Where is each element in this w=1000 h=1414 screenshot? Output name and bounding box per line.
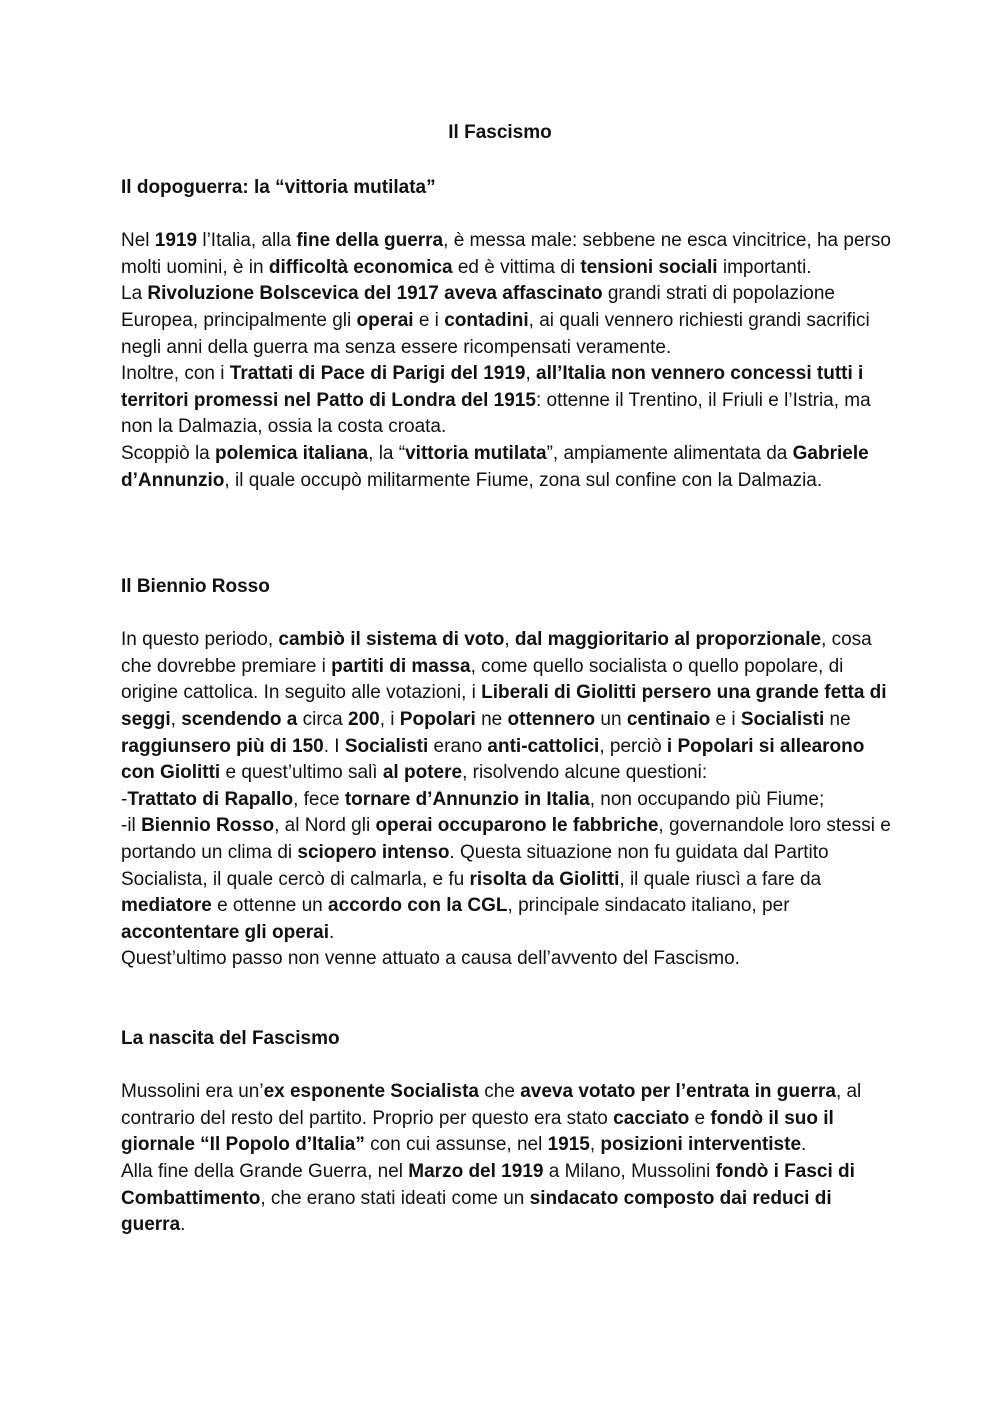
text-run: - (121, 788, 128, 810)
bold-text: Gabriele d’Annunzio (121, 442, 869, 491)
text-run: e (689, 1107, 711, 1129)
text-run: , come quello socialista o quello popolare, di origine cattolica. In seguito alle votazioni, i (121, 655, 844, 704)
bold-text: vittoria mutilata (405, 442, 547, 464)
text-run: un (595, 708, 627, 730)
bold-text: cacciato (613, 1107, 690, 1129)
bold-text: raggiunsero più di 150 (121, 735, 324, 757)
bold-text: Trattato di Rapallo (127, 788, 294, 810)
section-nascita-fascismo (121, 1026, 896, 1239)
text-run: , (589, 1134, 601, 1156)
document-title: Il Fascismo (448, 122, 552, 143)
text-run: e i (710, 708, 741, 730)
bold-text: ottennero (507, 708, 596, 730)
text-run: -il (121, 815, 142, 837)
paragraph (121, 441, 896, 494)
paragraph (121, 813, 896, 946)
text-run: , (525, 363, 537, 385)
bold-text: anti-cattolici (487, 735, 600, 757)
text-run: Scoppiò la (121, 442, 216, 464)
bold-text: Trattati di Pace di Parigi del 1919 (229, 363, 526, 385)
text-run: , che erano stati ideati come un (260, 1187, 530, 1209)
bold-text: all’Italia non vennero concessi tutti i territori promessi nel Patto di Londra del 1915 (121, 363, 864, 411)
section-dopoguerra (121, 175, 896, 494)
text-run: circa (297, 708, 349, 730)
text-run: Mussolini era un’ (121, 1081, 264, 1103)
text-run: In questo periodo, (121, 629, 279, 651)
paragraph (121, 946, 896, 973)
section-heading: Il Biennio Rosso (121, 576, 270, 597)
bold-text: tornare d’Annunzio in Italia (344, 788, 590, 810)
bold-text: 200 (348, 708, 380, 730)
text-run: , al Nord gli (274, 815, 376, 837)
bold-text: scendendo a (181, 708, 298, 730)
bold-text: fine della guerra (296, 230, 444, 252)
text-run: ne (824, 708, 851, 730)
text-run: con cui assunse, nel (364, 1134, 548, 1156)
text-run: . (801, 1134, 807, 1156)
paragraph (121, 228, 896, 281)
text-run: l’Italia, alla (197, 230, 297, 252)
bold-text: ex esponente Socialista (263, 1081, 479, 1103)
text-run: . I (323, 735, 345, 757)
bold-text: partiti di massa (331, 655, 471, 677)
bold-text: Popolari (399, 708, 476, 730)
section-heading: La nascita del Fascismo (121, 1028, 340, 1049)
bold-text: Socialisti (740, 708, 825, 730)
text-run: ”, ampiamente alimentata da (546, 442, 793, 464)
bold-text: Liberali di Giolitti persero una grande fetta di seggi (121, 682, 887, 730)
text-run: : ottenne il Trentino, il Friuli e l’Istria, ma non la Dalmazia, ossia la costa croata. (121, 389, 871, 438)
bold-text: Socialisti (344, 735, 429, 757)
text-run: , principale sindacato italiano, per (507, 895, 790, 917)
bold-text: contadini (444, 309, 529, 331)
text-run: Nel (121, 230, 155, 252)
text-run: , perciò (599, 735, 667, 757)
bold-text: aveva votato per l’entrata in guerra (520, 1081, 836, 1103)
paragraph (121, 1079, 896, 1159)
text-run: , i (379, 708, 400, 730)
paragraph (121, 361, 896, 441)
bold-text: difficoltà economica (268, 256, 453, 278)
text-run: , al contrario del resto del partito. Proprio per questo era stato (121, 1081, 862, 1129)
text-run: , governandole loro stessi e portando un clima di (121, 815, 891, 863)
bold-text: al potere (382, 762, 463, 784)
bold-text: tensioni sociali (580, 256, 718, 278)
text-run: ed è vittima di (452, 256, 581, 278)
bold-text: operai occuparono le fabbriche (375, 815, 659, 837)
text-run: , cosa che dovrebbe premiare i (121, 629, 872, 677)
bold-text: sindacato composto dai reduci di guerra (121, 1187, 832, 1236)
section-heading: Il dopoguerra: la “vittoria mutilata” (121, 177, 436, 198)
bold-text: i Popolari si allearono con Giolitti (121, 735, 865, 784)
bold-text: sciopero intenso (297, 841, 450, 863)
bold-text: accordo con la CGL (328, 895, 508, 917)
text-run: e quest’ultimo salì (220, 762, 383, 784)
text-run: importanti. (717, 256, 812, 278)
text-run: Quest’ultimo passo non venne attuato a causa dell’avvento del Fascismo. (121, 948, 740, 970)
bold-text: operai (356, 309, 414, 331)
bold-text: fondò i Fasci di Combattimento (121, 1160, 855, 1209)
text-run: a Milano, Mussolini (543, 1160, 716, 1182)
bold-text: accontentare gli operai (121, 921, 330, 943)
text-run: e ottenne un (211, 895, 329, 917)
text-run: . (180, 1214, 186, 1236)
bold-text: mediatore (121, 895, 212, 917)
text-run: , la “ (368, 442, 406, 464)
bold-text: polemica italiana (215, 442, 369, 464)
text-run: . (329, 921, 335, 943)
bold-text: Rivoluzione Bolscevica del 1917 aveva affascinato (147, 283, 603, 305)
text-run: , fece (293, 788, 345, 810)
bold-text: cambiò il sistema di voto (278, 629, 505, 651)
bold-text: centinaio (626, 708, 711, 730)
paragraph (121, 281, 896, 361)
text-run: , (504, 629, 515, 651)
bold-text: dal maggioritario al proporzionale (514, 629, 822, 651)
paragraph (121, 787, 896, 814)
bold-text: risolta da Giolitti (469, 868, 620, 890)
text-run: erano (428, 735, 488, 757)
bold-text: Marzo del 1919 (408, 1160, 544, 1182)
text-run: , il quale occupò militarmente Fiume, zona sul confine con la Dalmazia. (224, 469, 823, 491)
text-run: grandi strati di popolazione Europea, principalmente gli (121, 283, 835, 331)
paragraph (121, 627, 896, 787)
text-run: , risolvendo alcune questioni: (462, 762, 708, 784)
section-biennio-rosso (121, 574, 896, 973)
text-run: , il quale riuscì a fare da (619, 868, 822, 890)
bold-text: Biennio Rosso (141, 815, 275, 837)
text-run: ne (475, 708, 508, 730)
text-run: , non occupando più Fiume; (589, 788, 825, 810)
text-run: , è messa male: sebbene ne esca vincitrice, ha perso molti uomini, è in (121, 230, 891, 278)
text-run: , (170, 708, 182, 730)
text-run: e i (413, 309, 445, 331)
paragraph (121, 1159, 896, 1239)
bold-text: 1919 (154, 230, 198, 252)
text-run: La (121, 283, 148, 305)
text-run: , ai quali vennero richiesti grandi sacrifici negli anni della guerra ma senza essere ricompensati veramente. (121, 309, 870, 358)
bold-text: posizioni interventiste (600, 1134, 802, 1156)
bold-text: 1915 (547, 1134, 590, 1156)
bold-text: fondò il suo il giornale “Il Popolo d’Italia” (121, 1107, 834, 1156)
text-run: Alla fine della Grande Guerra, nel (121, 1160, 409, 1182)
text-run: che (479, 1081, 521, 1103)
text-run: Inoltre, con i (121, 363, 230, 385)
text-run: . Questa situazione non fu guidata dal Partito Socialista, il quale cercò di calmarla, e fu (121, 841, 829, 890)
